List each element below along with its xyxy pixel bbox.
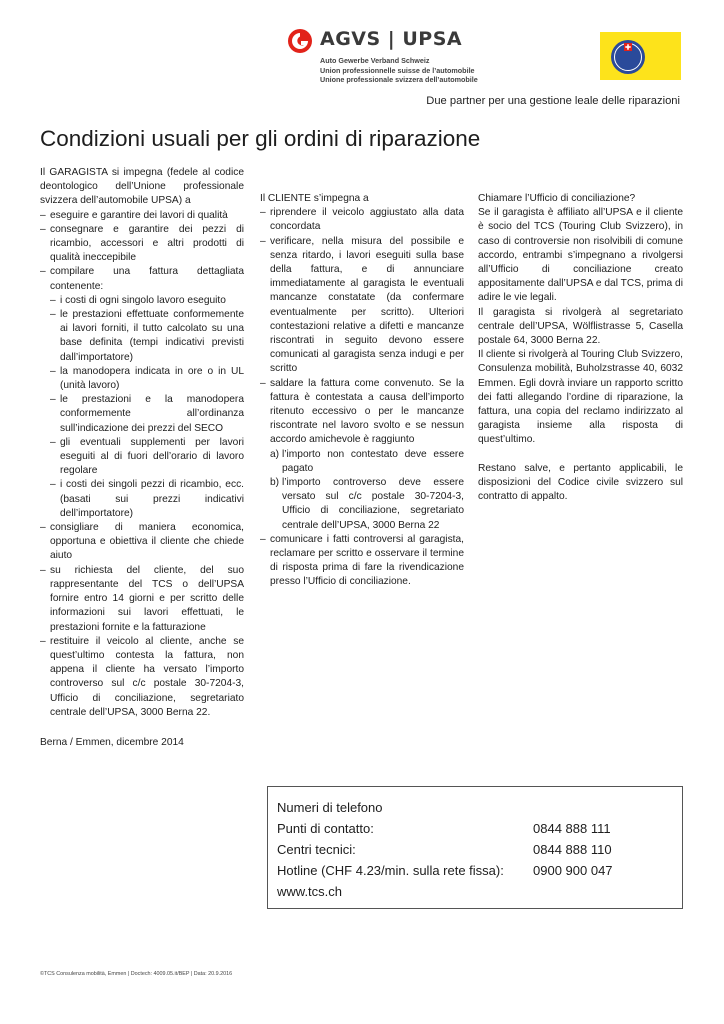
document-date: Berna / Emmen, dicembre 2014: [40, 737, 184, 748]
page-title: Condizioni usuali per gli ordini di riparazione: [40, 126, 481, 151]
logo-name: AGVS | UPSA: [320, 28, 463, 50]
codice-civile-paragraph: Restano salve, e pertanto applicabili, le disposizioni del Codice civile svizzero sul contratto di appalto.: [478, 462, 683, 503]
sub-list-item: – i costi dei singoli pezzi di ricambio, ecc. (basati sui prezzi indicativi dell’importatore): [50, 479, 244, 519]
sub-list-item: – la manodopera indicata in ore o in UL (unità lavoro): [50, 365, 244, 392]
list-item: – eseguire e garantire dei lavori di qualità: [40, 209, 228, 221]
list-item: – saldare la fattura come convenuto. Se la fattura è contestata a causa dell’importo ritenuto eccessivo o per le mancanze riscontrate nel lavoro svolto e se nessun accordo amichevole è raggiunto: [260, 377, 464, 446]
list-item: – consegnare e garantire dei pezzi di ricambio, accessori e altri prodotti di qualità ineccepibile: [40, 223, 244, 264]
garagista-contact-paragraph: Il garagista si rivolgerà al segretariato centrale dell’UPSA, Wölflistrasse 5, Casella postale 64, 3000 Berna 22.: [478, 306, 683, 347]
contact-label: Centri tecnici:: [277, 842, 356, 857]
phone-numbers-box: [267, 786, 683, 909]
conciliazione-paragraph: Se il garagista è affiliato all’UPSA e il cliente è socio del TCS (Touring Club Svizzero), in caso di controversie non risolvibili di comune accordo, entrambi s’impegnano a rivolgersi all’Ufficio di conciliazione creato appositamente dall’UPSA e dal TCS, prima di adire le vie legali.: [478, 207, 683, 304]
garagista-intro: Il GARAGISTA si impegna (fedele al codice deontologico dell’Unione professionale svizzera dell’automobile UPSA) a: [40, 167, 244, 207]
contact-label: Punti di contatto:: [277, 821, 374, 836]
logo-line-de: Auto Gewerbe Verband Schweiz: [320, 56, 430, 65]
website-link[interactable]: www.tcs.ch: [277, 884, 343, 899]
sub-list-item: – gli eventuali supplementi per lavori eseguiti al di fuori dell’orario di lavoro regolare: [50, 436, 244, 477]
cliente-column: [260, 192, 464, 590]
list-item: – comunicare i fatti controversi al garagista, reclamare per scritto e osservare il termine di risposta prima di fare la rivendicazione presso l’Ufficio di conciliazione.: [260, 533, 464, 588]
garagista-column: [40, 166, 244, 720]
tcs-logo: [600, 32, 681, 80]
sub-list-item: b) l’importo controverso deve essere versato sul c/c postale 30-7204-3, Ufficio di conciliazione, segretariato centrale dell’UPSA, 3000 Berna 22: [270, 477, 464, 531]
sub-list-item: – le prestazioni e la manodopera conformemente all’ordinanza sull’indicazione dei prezzi del SECO: [50, 394, 244, 434]
list-item: – restituire il veicolo al cliente, anche se quest’ultimo contesta la fattura, non appena il cliente ha versato l’importo controverso sul c/c postale 30-7204-3, Ufficio di conciliazione, segretariato centrale dell’UPSA, 3000 Berna 22.: [40, 635, 244, 718]
list-item: – verificare, nella misura del possibile e senza ritardo, i lavori eseguiti sulla base della fattura, e di annunciare immediatamente al garagista le eventuali mancanze constatate (da confermare eventualmente per scritto). Ulteriori contestazioni relative a difetti e mancanze riscontrati in seguito devono essere comunicati al garagista senza indugi e per scritto: [260, 235, 464, 375]
sub-list-item: – i costi di ogni singolo lavoro eseguito: [50, 294, 226, 306]
phone-number: 0900 900 047: [533, 863, 613, 878]
tcs-emblem-icon: [608, 37, 648, 77]
footer-info: ©TCS Consulenza mobilità, Emmen | Doctech: 4009.05.it/BEP | Data: 20.9.2016: [40, 971, 233, 977]
conciliazione-column: [478, 192, 683, 504]
list-item: – riprendere il veicolo aggiustato alla data concordata: [260, 207, 464, 233]
conciliazione-heading: Chiamare l’Ufficio di conciliazione?: [478, 193, 636, 204]
sub-list-item: a) l’importo non contestato deve essere pagato: [270, 448, 464, 474]
list-item: – su richiesta del cliente, del suo rappresentante del TCS o dell’UPSA fornire entro 14 giorni e per scritto delle informazioni sui lavori effettuati, le prestazioni fornite e la fatturazione: [40, 564, 244, 633]
contact-row: [277, 818, 682, 839]
agvs-upsa-logo: [287, 26, 502, 84]
contact-row: [277, 839, 682, 860]
list-item: – compilare una fattura dettagliata contenente:: [40, 266, 244, 292]
cliente-intro: Il CLIENTE s’impegna a: [260, 193, 369, 204]
phone-number: 0844 888 110: [533, 842, 612, 857]
tagline: Due partner per una gestione leale delle riparazioni: [426, 95, 680, 107]
agvs-logo-icon: [287, 28, 313, 54]
contact-heading: Numeri di telefono: [277, 800, 383, 815]
cliente-contact-paragraph: Il cliente si rivolgerà al Touring Club Svizzero, Consulenza mobilità, Buholzstrasse 40, 6032 Emmen. Egli dovrà inviare un rapporto scritto dei fatti allegando l’ordine di riparazione, la fattura, una copia del reclamo indirizzato al garagista insieme alla risposta di quest’ultimo.: [478, 349, 683, 446]
logo-line-fr: Union professionnelle suisse de l’automobile: [320, 66, 475, 75]
sub-list-item: – le prestazioni effettuate conformemente ai lavori forniti, il tutto calcolato su una base definita (tempi indicativi previsti dall’importatore): [50, 309, 244, 363]
list-item: – consigliare di maniera economica, opportuna e obiettiva il cliente che chiede aiuto: [40, 522, 244, 562]
contact-label: Hotline (CHF 4.23/min. sulla rete fissa):: [277, 863, 504, 878]
logo-line-it: Unione professionale svizzera dell’automobile: [320, 75, 478, 84]
phone-number: 0844 888 111: [533, 821, 611, 836]
contact-row: [277, 860, 682, 881]
